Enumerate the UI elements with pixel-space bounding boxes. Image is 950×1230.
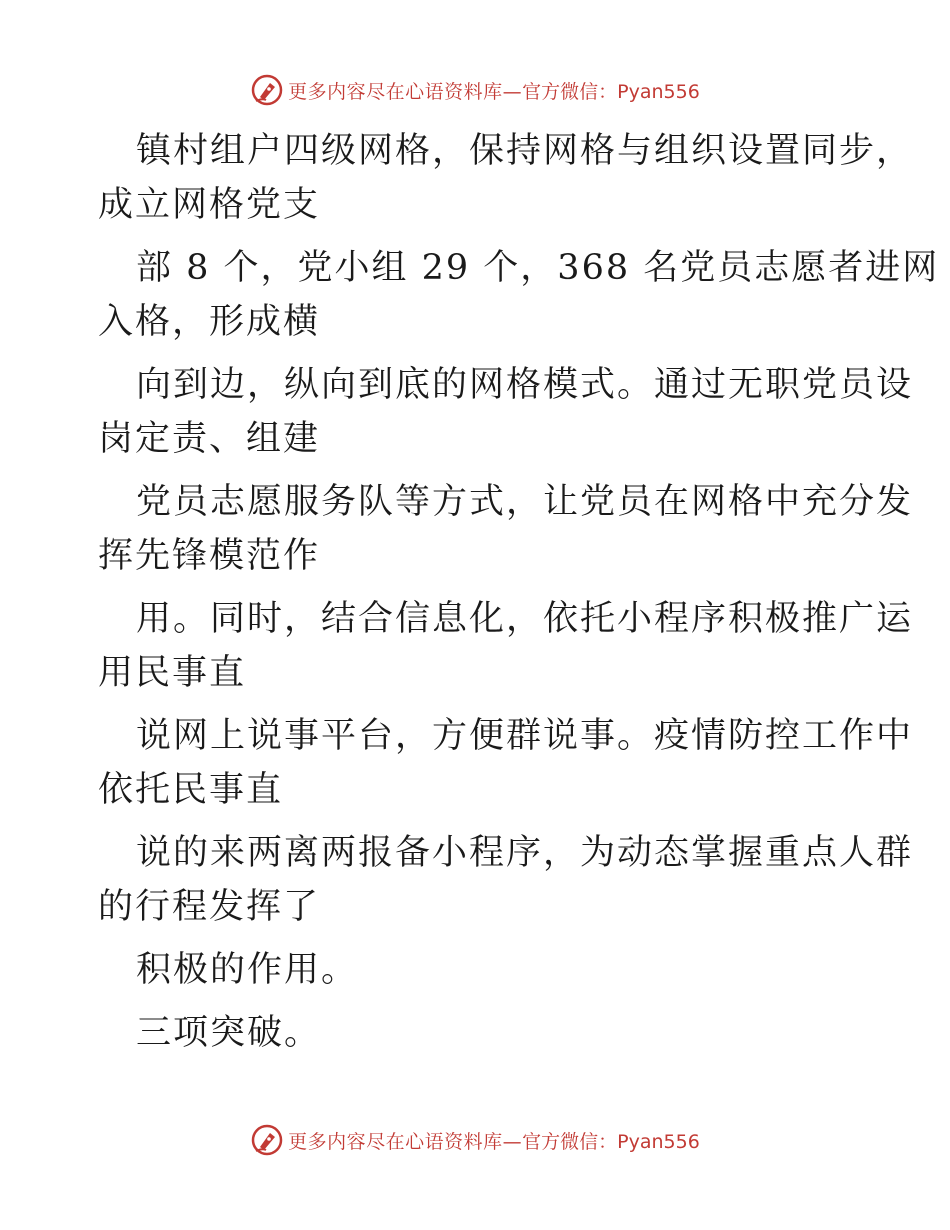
text-line: 说网上说事平台，方便群说事。疫情防控工作中 — [136, 716, 914, 756]
text-line: 依托民事直 — [98, 770, 284, 810]
text-line: 入格，形成横 — [98, 302, 321, 342]
text-line: 镇村组户四级网格，保持网格与组织设置同步， — [136, 131, 914, 171]
text-line: 向到边，纵向到底的网格模式。通过无职党员设 — [136, 365, 914, 405]
pen-nib-logo-icon — [250, 73, 284, 107]
watermark-wechat-text: 官方微信：Pyan556 — [522, 80, 700, 103]
text-line: 的行程发挥了 — [98, 887, 321, 927]
text-line: 成立网格党支 — [98, 185, 321, 225]
document-body — [98, 124, 940, 1060]
text-line: 挥先锋模范作 — [98, 536, 321, 576]
text-line: 用。同时，结合信息化，依托小程序积极推广运 — [136, 599, 914, 639]
top-watermark-banner — [0, 70, 950, 110]
watermark-wechat-text: 官方微信：Pyan556 — [522, 1130, 700, 1153]
text-line: 部 8 个，党小组 29 个，368 名党员志愿者进网 — [136, 248, 940, 288]
bottom-watermark-banner — [0, 1120, 950, 1160]
text-line: 说的来两离两报备小程序，为动态掌握重点人群 — [136, 833, 914, 873]
text-line: 岗定责、组建 — [98, 419, 321, 459]
text-line: 积极的作用。 — [136, 950, 359, 990]
text-line: 用民事直 — [98, 653, 247, 693]
text-line: 三项突破。 — [136, 1013, 322, 1053]
pen-nib-logo-icon — [250, 1123, 284, 1157]
watermark-brand-text: 更多内容尽在心语资料库— — [288, 1130, 523, 1153]
watermark-brand-text: 更多内容尽在心语资料库— — [288, 80, 523, 103]
text-line: 党员志愿服务队等方式，让党员在网格中充分发 — [136, 482, 914, 522]
